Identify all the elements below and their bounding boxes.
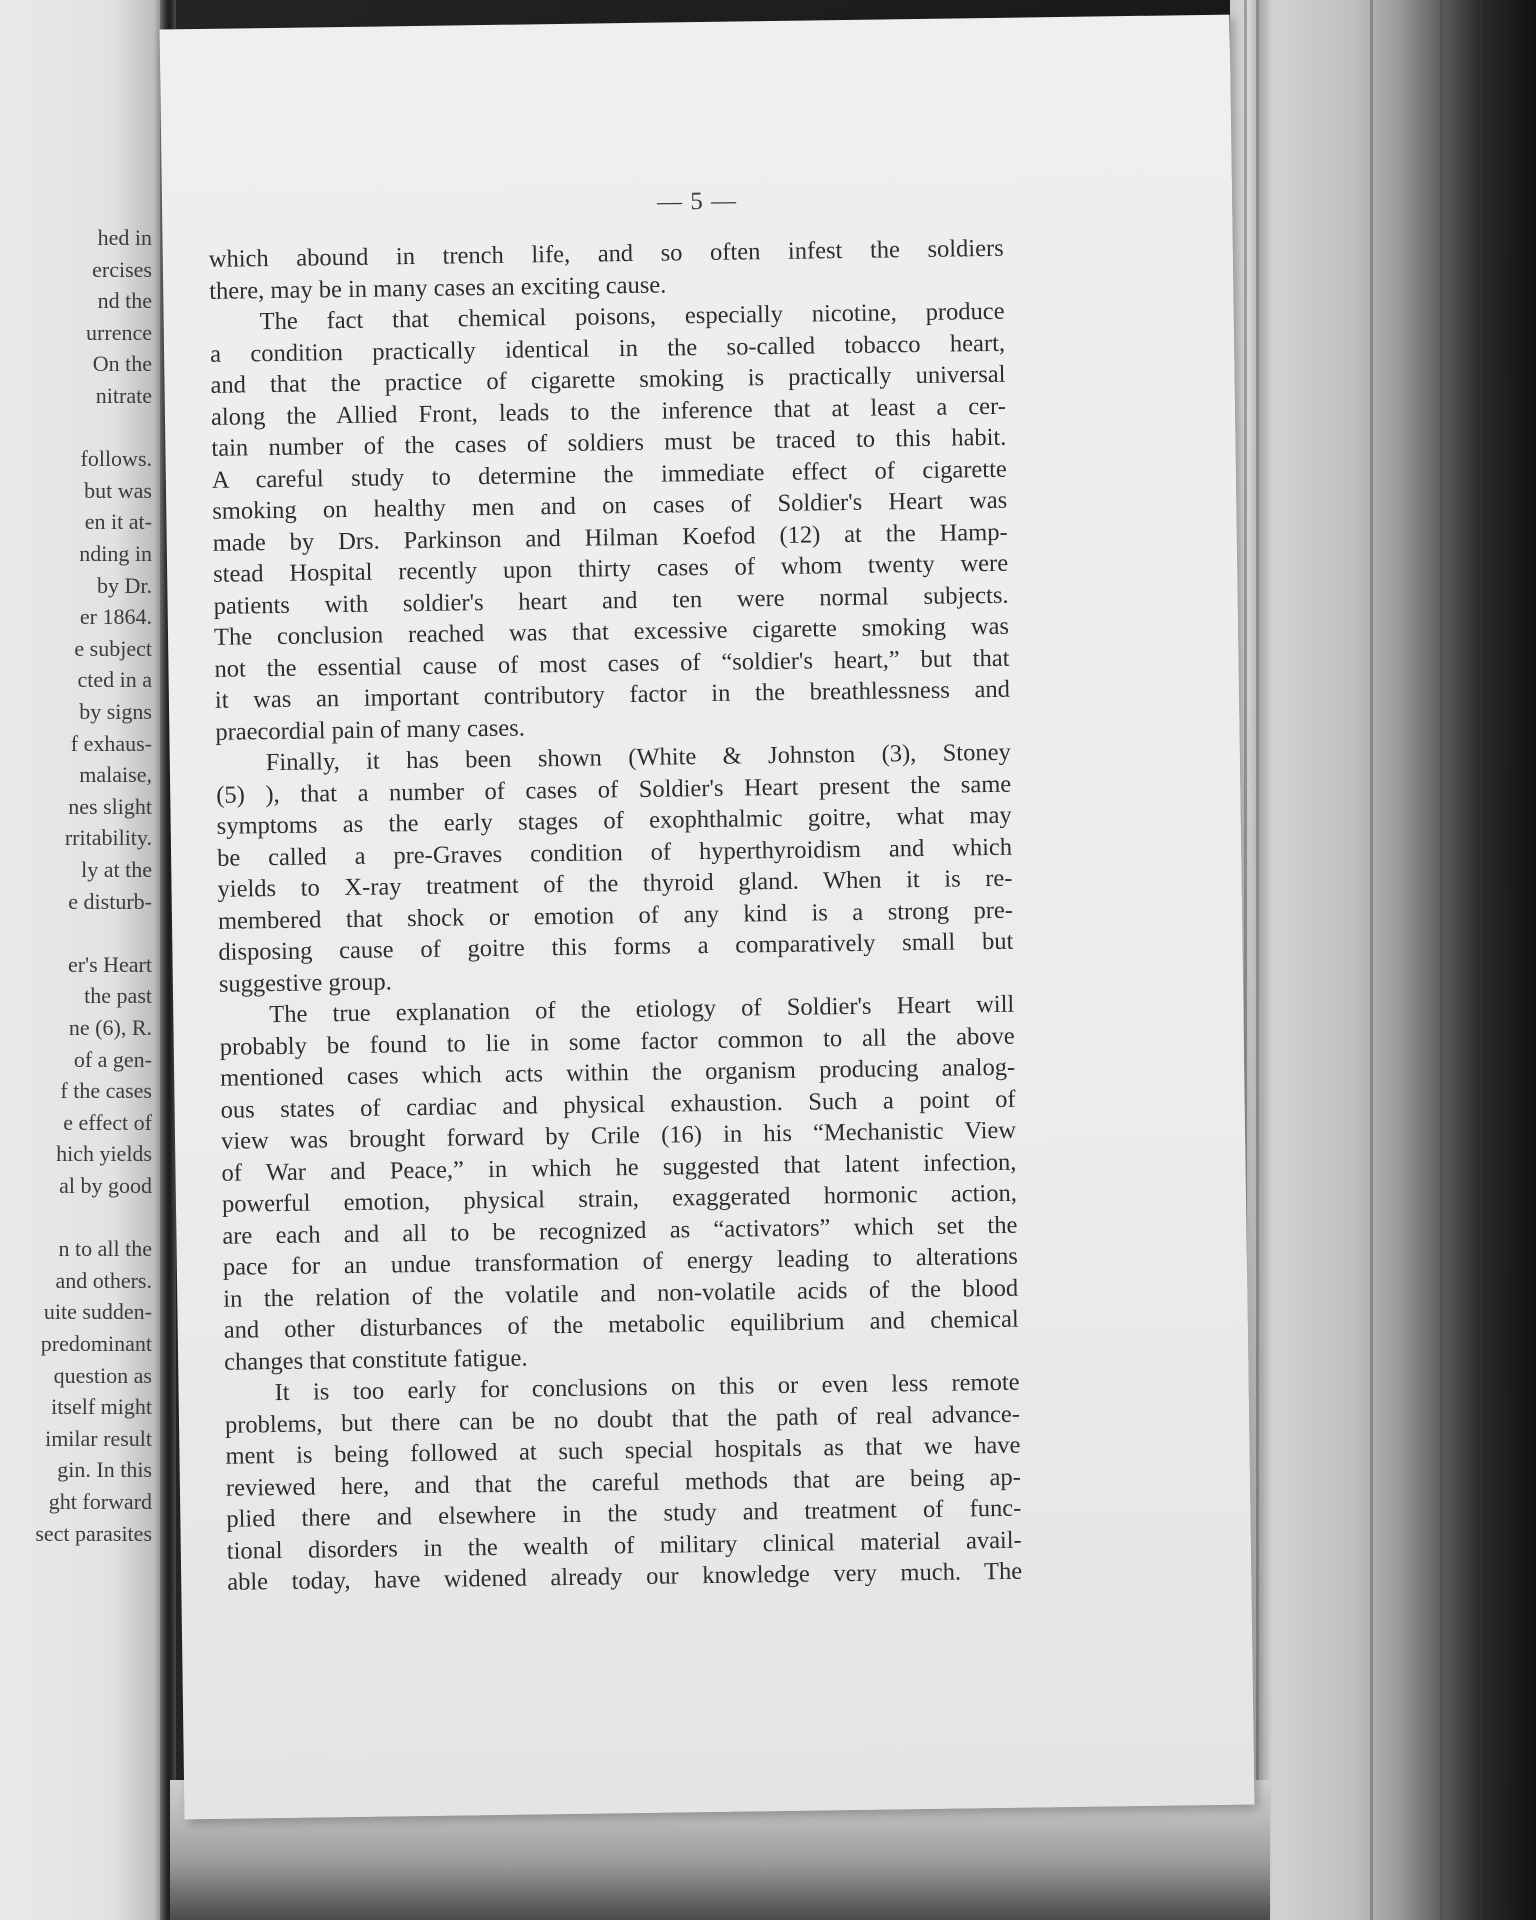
text-line: pace for an undue transformation of energy leading to alterations <box>222 1242 1018 1281</box>
paragraph <box>219 989 1019 1378</box>
text-line: powerful emotion, physical strain, exaggerated hormonic action, <box>221 1179 1018 1218</box>
text-line: not the essential cause of most cases of “soldier's heart,” but that <box>214 644 1010 683</box>
left-page-line: e effect of <box>63 1109 152 1135</box>
text-line: along the Allied Front, leads to the inference that at least a cer- <box>210 392 1007 431</box>
text-line: it was an important contributory factor in the breathlessness and <box>214 675 1011 714</box>
left-page-line: of a gen- <box>73 1046 152 1072</box>
text-line: disposing cause of goitre this forms a comparatively small but <box>218 927 1014 966</box>
text-line: Finally, it has been shown (White & Johnston (3), Stoney <box>265 738 1011 777</box>
text-line: ment is being followed at such special hospitals as that we have <box>225 1431 1021 1470</box>
left-page-line: f the cases <box>60 1078 152 1104</box>
left-page-line: f exhaus- <box>70 730 152 756</box>
text-line: smoking on healthy men and on cases of Soldier's Heart was <box>212 486 1008 525</box>
document-page <box>160 15 1255 1820</box>
text-line: (5) ), that a number of cases of Soldier's Heart present the same <box>216 770 1012 809</box>
left-page-line: the past <box>84 983 152 1009</box>
text-line: changes that constitute fatigue. <box>223 1344 528 1376</box>
left-page-line: ne (6), R. <box>68 1015 152 1040</box>
left-page-line: e disturb- <box>68 888 152 914</box>
text-line: and other disturbances of the metabolic equilibrium and chemical <box>223 1305 1019 1344</box>
left-page-line: urrence <box>86 319 152 345</box>
left-page-line: hich yields <box>56 1141 152 1167</box>
text-line: The conclusion reached was that excessive cigarette smoking was <box>213 612 1010 651</box>
text-line: able today, have widened already our knowledge very much. The <box>227 1557 1023 1596</box>
left-facing-page <box>0 0 162 1920</box>
left-page-line: e subject <box>74 635 152 661</box>
text-line: problems, but there can be no doubt that the path of real advance- <box>224 1400 1021 1439</box>
left-page-line: sect parasites <box>35 1520 152 1546</box>
left-page-line: question as <box>53 1362 152 1388</box>
text-line: stead Hospital recently upon thirty cases of whom twenty were <box>212 549 1009 588</box>
text-line: plied there and elsewhere in the study and treatment of func- <box>226 1494 1022 1533</box>
left-page-line: ercises <box>92 256 152 282</box>
left-page-line: nes slight <box>68 793 152 819</box>
text-line: reviewed here, and that the careful methods that are being ap- <box>225 1463 1022 1502</box>
left-page-line: malaise, <box>79 762 152 788</box>
left-page-line: ly at the <box>81 857 152 882</box>
text-line: and that the practice of cigarette smoking is practically universal <box>210 360 1006 399</box>
text-line: The true explanation of the etiology of Soldier's Heart will <box>269 990 1015 1029</box>
left-page-line: cted in a <box>77 667 152 693</box>
left-page-line: nding in <box>79 541 152 566</box>
left-page-line: gin. In this <box>57 1457 152 1483</box>
body-text <box>209 233 1023 1598</box>
text-line: a condition practically identical in the so-called tobacco heart, <box>209 329 1006 368</box>
text-line: ous states of cardiac and physical exhaustion. Such a point of <box>220 1085 1016 1124</box>
text-line: which abound in trench life, and so often infest the soldiers <box>208 234 1004 273</box>
page-number: — 5 — <box>656 187 738 216</box>
text-line: view was brought forward by Crile (16) in his “Mechanistic View <box>220 1116 1017 1155</box>
paragraph <box>224 1367 1022 1599</box>
text-line: A careful study to determine the immediate effect of cigarette <box>211 455 1007 494</box>
left-page-line: but was <box>84 477 152 503</box>
text-line: tional disorders in the wealth of military clinical material avail- <box>226 1526 1022 1565</box>
left-page-line: ght forward <box>48 1489 152 1514</box>
left-page-line: and others. <box>55 1267 152 1293</box>
left-page-line: rritability. <box>64 825 152 851</box>
text-line: probably be found to lie in some factor common to all the above <box>219 1022 1015 1061</box>
text-line: of War and Peace,” in which he suggested that latent infection, <box>221 1148 1017 1187</box>
left-page-line: imilar result <box>45 1425 152 1451</box>
left-page-line: predominant <box>40 1331 152 1356</box>
left-page-line: er 1864. <box>79 604 152 630</box>
text-line: yields to X-ray treatment of the thyroid gland. When it is re- <box>217 864 1013 903</box>
text-line: membered that shock or emotion of any kind is a strong pre- <box>217 896 1014 935</box>
left-page-line: by signs <box>79 699 152 724</box>
left-page-line: nd the <box>97 288 152 314</box>
text-line: are each and all to be recognized as “activators” which set the <box>222 1211 1018 1250</box>
paragraph <box>209 233 1005 307</box>
text-line: symptoms as the early stages of exophthalmic goitre, what may <box>216 801 1012 840</box>
left-page-line: nitrate <box>95 383 152 408</box>
left-page-line: en it at- <box>84 509 152 535</box>
left-page-line: uite sudden- <box>43 1299 152 1325</box>
book-edge-block <box>1230 0 1536 1920</box>
left-page-line: follows. <box>80 446 152 472</box>
text-line: there, may be in many cases an exciting cause. <box>209 271 667 305</box>
text-line: in the relation of the volatile and non-volatile acids of the blood <box>223 1274 1019 1313</box>
text-line: made by Drs. Parkinson and Hilman Koefod (12) at the Hamp- <box>212 518 1008 557</box>
paragraph <box>209 296 1010 748</box>
text-line: It is too early for conclusions on this or even less remote <box>274 1368 1020 1407</box>
left-page-line: al by good <box>59 1173 152 1198</box>
text-line: patients with soldier's heart and ten were normal subjects. <box>213 581 1009 620</box>
text-line: mentioned cases which acts within the organism producing analog- <box>220 1053 1016 1092</box>
left-page-line: by Dr. <box>97 572 152 598</box>
paragraph <box>216 737 1014 1000</box>
left-page-line: itself might <box>51 1394 152 1420</box>
text-line: praecordial pain of many cases. <box>215 714 526 746</box>
left-page-line: er's Heart <box>68 951 152 977</box>
left-page-line: hed in <box>97 225 152 250</box>
left-page-line: On the <box>92 351 152 377</box>
left-page-line: n to all the <box>58 1236 152 1262</box>
text-line: suggestive group. <box>218 967 392 998</box>
text-line: be called a pre-Graves condition of hyperthyroidism and which <box>216 833 1013 872</box>
text-line: The fact that chemical poisons, especially nicotine, produce <box>259 297 1005 336</box>
text-line: tain number of the cases of soldiers must be traced to this habit. <box>211 423 1007 462</box>
